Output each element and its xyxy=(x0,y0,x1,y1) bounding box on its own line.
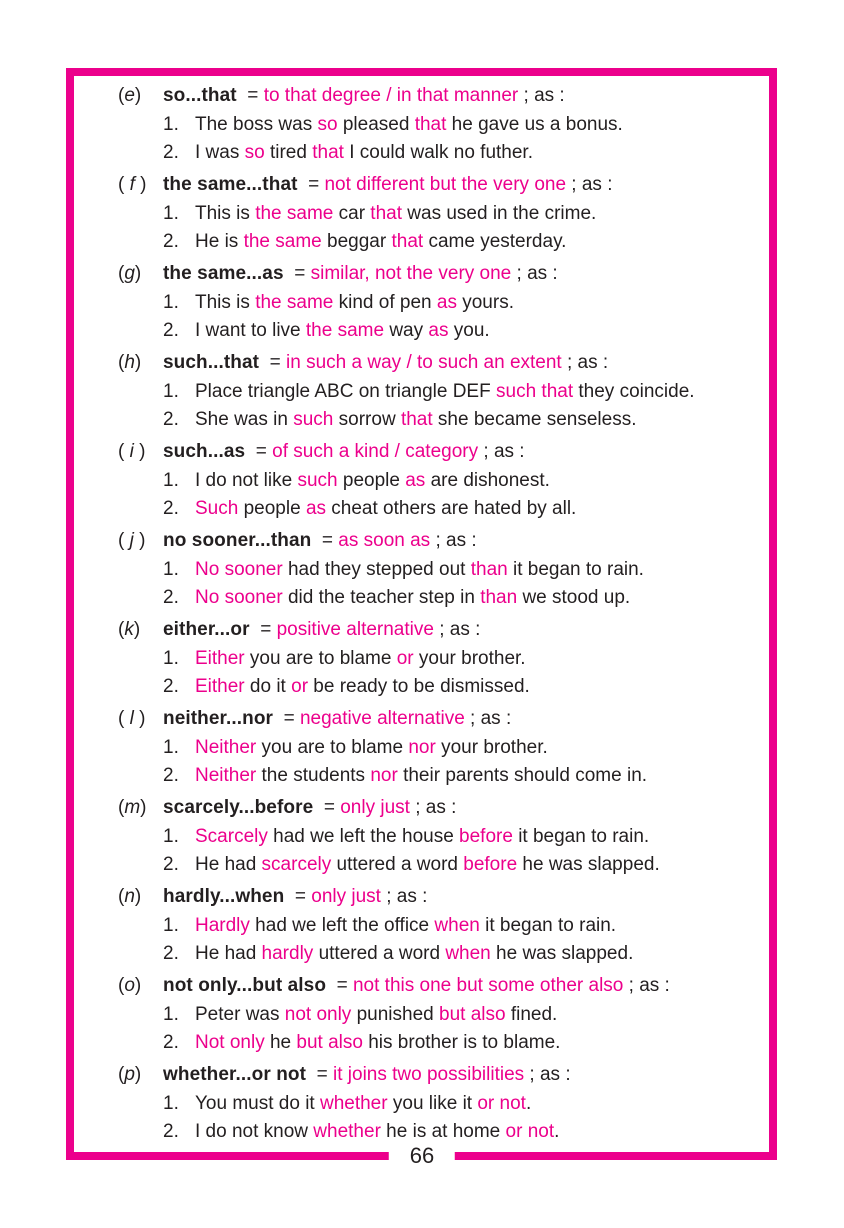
plain-text: had they stepped out xyxy=(282,559,471,580)
item-term: whether...or not xyxy=(163,1064,307,1085)
as-suffix: ; as : xyxy=(430,530,477,551)
equals-sign: = xyxy=(313,797,341,818)
example-sentence xyxy=(163,673,761,701)
example-number: 2. xyxy=(163,765,179,786)
plain-text: it began to rain. xyxy=(507,559,644,580)
plain-text: they coincide. xyxy=(573,381,695,402)
plain-text: your brother. xyxy=(413,648,526,669)
item-label: (g) xyxy=(118,263,142,284)
as-suffix: ; as : xyxy=(518,85,565,106)
example-sentence xyxy=(163,467,761,495)
as-suffix: ; as : xyxy=(561,352,609,373)
plain-text: Peter was xyxy=(195,1004,285,1025)
highlight-word: Neither xyxy=(195,765,257,786)
item-term: hardly...when xyxy=(163,886,285,907)
highlight-word: that xyxy=(400,409,433,430)
item-heading-text xyxy=(163,793,456,823)
highlight-word: No sooner xyxy=(195,587,283,608)
highlight-word: so xyxy=(317,114,338,135)
grammar-item xyxy=(118,437,761,523)
highlight-word: that xyxy=(391,231,424,252)
equals-sign: = xyxy=(236,85,264,106)
as-suffix: ; as : xyxy=(478,441,525,462)
item-definition: only just xyxy=(311,886,381,907)
item-letter: l xyxy=(129,708,134,729)
item-definition: of such a kind / category xyxy=(272,441,479,462)
plain-text: he was slapped. xyxy=(490,943,634,964)
example-text xyxy=(195,111,623,139)
example-sentence xyxy=(163,378,761,406)
highlight-word: or xyxy=(291,676,309,697)
example-number: 1. xyxy=(163,114,179,135)
item-label: (m) xyxy=(118,797,147,818)
plain-text: punished xyxy=(351,1004,439,1025)
plain-text: came yesterday. xyxy=(423,231,567,252)
highlight-word: when xyxy=(445,943,491,964)
example-sentence xyxy=(163,317,761,345)
plain-text: I could walk no futher. xyxy=(343,142,533,163)
item-letter: j xyxy=(129,530,134,551)
example-number: 2. xyxy=(163,409,179,430)
item-letter: o xyxy=(124,975,135,996)
highlight-word: before xyxy=(463,854,518,875)
example-sentence xyxy=(163,228,761,256)
item-label: ( f ) xyxy=(118,174,147,195)
item-letter: k xyxy=(124,619,134,640)
item-term: scarcely...before xyxy=(163,797,314,818)
content xyxy=(74,76,769,1146)
example-text xyxy=(195,406,637,434)
highlight-word: that xyxy=(312,142,344,163)
example-number: 1. xyxy=(163,381,179,402)
example-sentence xyxy=(163,200,761,228)
example-sentence xyxy=(163,1118,761,1146)
grammar-item xyxy=(118,882,761,968)
plain-text: You must do it xyxy=(195,1093,320,1114)
example-number: 1. xyxy=(163,826,179,847)
highlight-word: or xyxy=(396,648,414,669)
example-number: 1. xyxy=(163,1093,179,1114)
highlight-word: Neither xyxy=(195,737,257,758)
example-number: 2. xyxy=(163,231,179,252)
example-sentence xyxy=(163,139,761,167)
as-suffix: ; as : xyxy=(566,174,613,195)
item-letter: n xyxy=(124,886,135,907)
example-text xyxy=(195,317,490,345)
plain-text: pleased xyxy=(337,114,415,135)
example-text xyxy=(195,823,649,851)
item-heading-text xyxy=(163,437,525,467)
grammar-item xyxy=(118,81,761,167)
grammar-item xyxy=(118,1060,761,1146)
item-term: no sooner...than xyxy=(163,530,312,551)
plain-text: Place triangle ABC on triangle DEF xyxy=(195,381,496,402)
highlight-word: not only xyxy=(284,1004,352,1025)
plain-text: The boss was xyxy=(195,114,318,135)
plain-text: sorrow xyxy=(333,409,401,430)
item-heading xyxy=(118,81,761,111)
example-sentence xyxy=(163,912,761,940)
plain-text: you are to blame xyxy=(244,648,397,669)
as-suffix: ; as : xyxy=(623,975,670,996)
item-heading xyxy=(118,526,761,556)
example-sentence xyxy=(163,1001,761,1029)
grammar-item xyxy=(118,971,761,1057)
plain-text: people xyxy=(337,470,406,491)
page-border-frame xyxy=(66,68,777,1160)
item-term: so...that xyxy=(163,85,237,106)
example-number: 1. xyxy=(163,470,179,491)
example-number: 2. xyxy=(163,854,179,875)
highlight-word: than xyxy=(470,559,508,580)
example-text xyxy=(195,1029,560,1057)
grammar-item xyxy=(118,615,761,701)
plain-text: he xyxy=(264,1032,297,1053)
highlight-word: such xyxy=(293,409,334,430)
plain-text: I want to live xyxy=(195,320,306,341)
example-number: 1. xyxy=(163,737,179,758)
plain-text: car xyxy=(333,203,371,224)
item-label: ( j ) xyxy=(118,530,146,551)
item-label: (n) xyxy=(118,886,142,907)
item-definition: as soon as xyxy=(338,530,431,551)
equals-sign: = xyxy=(273,708,300,729)
item-letter: f xyxy=(129,174,135,195)
plain-text: I do not like xyxy=(195,470,298,491)
item-heading xyxy=(118,348,761,378)
item-letter: i xyxy=(129,441,134,462)
item-definition: it joins two possibilities xyxy=(333,1064,525,1085)
item-label: (k) xyxy=(118,619,141,640)
plain-text: . xyxy=(525,1093,532,1114)
plain-text: She was in xyxy=(195,409,294,430)
highlight-word: scarcely xyxy=(261,854,332,875)
plain-text: yours. xyxy=(456,292,514,313)
example-sentence xyxy=(163,762,761,790)
item-heading xyxy=(118,1060,761,1090)
plain-text: he gave us a bonus. xyxy=(446,114,623,135)
item-heading-text xyxy=(163,882,427,912)
highlight-word: but also xyxy=(439,1004,506,1025)
example-sentence xyxy=(163,556,761,584)
example-text xyxy=(195,556,644,584)
item-definition: positive alternative xyxy=(276,619,434,640)
item-letter: m xyxy=(124,797,141,818)
item-label: (e) xyxy=(118,85,142,106)
item-heading-text xyxy=(163,704,511,734)
grammar-item xyxy=(118,704,761,790)
example-sentence xyxy=(163,823,761,851)
plain-text: tired xyxy=(264,142,313,163)
highlight-word: Either xyxy=(195,676,245,697)
item-definition: in such a way / to such an extent xyxy=(286,352,562,373)
highlight-word: such that xyxy=(496,381,574,402)
item-label: (h) xyxy=(118,352,142,373)
item-heading xyxy=(118,437,761,467)
as-suffix: ; as : xyxy=(511,263,558,284)
item-definition: only just xyxy=(340,797,410,818)
item-term: such...that xyxy=(163,352,260,373)
equals-sign: = xyxy=(245,441,273,462)
highlight-word: whether xyxy=(313,1121,381,1142)
highlight-word: but also xyxy=(296,1032,363,1053)
highlight-word: the same xyxy=(243,231,322,252)
item-label: (p) xyxy=(118,1064,142,1085)
plain-text: you are to blame xyxy=(256,737,409,758)
item-letter: h xyxy=(124,352,135,373)
highlight-word: before xyxy=(459,826,513,847)
plain-text: He had xyxy=(195,854,262,875)
plain-text: their parents should come in. xyxy=(397,765,648,786)
item-label: ( l ) xyxy=(118,708,146,729)
plain-text: be ready to be dismissed. xyxy=(308,676,530,697)
item-heading xyxy=(118,259,761,289)
item-heading-text xyxy=(163,348,608,378)
plain-text: uttered a word xyxy=(331,854,464,875)
example-number: 2. xyxy=(163,943,179,964)
highlight-word: No sooner xyxy=(195,559,283,580)
plain-text: uttered a word xyxy=(313,943,446,964)
item-definition: not this one but some other also xyxy=(352,975,624,996)
example-sentence xyxy=(163,111,761,139)
highlight-word: Scarcely xyxy=(195,826,268,847)
plain-text: He had xyxy=(195,943,262,964)
equals-sign: = xyxy=(326,975,353,996)
example-text xyxy=(195,1001,557,1029)
item-term: not only...but also xyxy=(163,975,327,996)
as-suffix: ; as : xyxy=(464,708,512,729)
highlight-word: that xyxy=(370,203,402,224)
plain-text: she became senseless. xyxy=(432,409,637,430)
example-text xyxy=(195,139,533,167)
equals-sign: = xyxy=(284,886,312,907)
plain-text: He is xyxy=(195,231,244,252)
plain-text: had we left the office xyxy=(249,915,435,936)
item-heading-text xyxy=(163,259,558,289)
item-heading-text xyxy=(163,526,477,556)
equals-sign: = xyxy=(311,530,339,551)
plain-text: he is at home xyxy=(380,1121,506,1142)
highlight-word: Hardly xyxy=(195,915,250,936)
plain-text: he was slapped. xyxy=(517,854,660,875)
plain-text: had we left the house xyxy=(267,826,460,847)
item-heading xyxy=(118,971,761,1001)
item-heading-text xyxy=(163,1060,571,1090)
highlight-word: Not only xyxy=(195,1032,265,1053)
example-text xyxy=(195,673,530,701)
plain-text: his brother is to blame. xyxy=(362,1032,561,1053)
example-text xyxy=(195,200,596,228)
plain-text: the students xyxy=(256,765,371,786)
page-number: 66 xyxy=(389,1142,455,1169)
grammar-item xyxy=(118,526,761,612)
example-sentence xyxy=(163,851,761,879)
example-number: 2. xyxy=(163,498,179,519)
item-heading-text xyxy=(163,170,613,200)
equals-sign: = xyxy=(283,263,311,284)
plain-text: beggar xyxy=(321,231,392,252)
item-heading-text xyxy=(163,971,670,1001)
as-suffix: ; as : xyxy=(524,1064,571,1085)
example-number: 1. xyxy=(163,292,179,313)
example-text xyxy=(195,228,566,256)
item-definition: to that degree / in that manner xyxy=(263,85,519,106)
example-text xyxy=(195,912,616,940)
example-number: 1. xyxy=(163,648,179,669)
item-heading xyxy=(118,882,761,912)
example-text xyxy=(195,734,548,762)
example-sentence xyxy=(163,1090,761,1118)
example-sentence xyxy=(163,1029,761,1057)
item-letter: g xyxy=(124,263,135,284)
example-text xyxy=(195,851,660,879)
example-text xyxy=(195,378,695,406)
highlight-word: than xyxy=(480,587,518,608)
example-number: 1. xyxy=(163,203,179,224)
item-letter: p xyxy=(124,1064,135,1085)
item-label: (o) xyxy=(118,975,142,996)
plain-text: cheat others are hated by all. xyxy=(326,498,577,519)
item-term: the same...that xyxy=(163,174,298,195)
highlight-word: whether xyxy=(319,1093,388,1114)
highlight-word: Either xyxy=(195,648,245,669)
highlight-word: as xyxy=(305,498,327,519)
highlight-word: when xyxy=(434,915,480,936)
example-text xyxy=(195,584,630,612)
item-heading-text xyxy=(163,615,480,645)
equals-sign: = xyxy=(306,1064,333,1085)
plain-text: your brother. xyxy=(435,737,548,758)
highlight-word: or not xyxy=(477,1093,526,1114)
grammar-item xyxy=(118,348,761,434)
item-heading-text xyxy=(163,81,565,111)
item-term: such...as xyxy=(163,441,246,462)
highlight-word: nor xyxy=(370,765,398,786)
example-number: 1. xyxy=(163,915,179,936)
example-sentence xyxy=(163,406,761,434)
highlight-word: Such xyxy=(195,498,239,519)
as-suffix: ; as : xyxy=(409,797,457,818)
highlight-word: hardly xyxy=(261,943,314,964)
highlight-word: the same xyxy=(255,292,334,313)
example-number: 2. xyxy=(163,142,179,163)
item-heading xyxy=(118,704,761,734)
highlight-word: as xyxy=(436,292,457,313)
item-term: either...or xyxy=(163,619,250,640)
plain-text: it began to rain. xyxy=(479,915,617,936)
plain-text: . xyxy=(554,1121,560,1142)
example-sentence xyxy=(163,645,761,673)
item-term: the same...as xyxy=(163,263,284,284)
example-number: 1. xyxy=(163,1004,179,1025)
as-suffix: ; as : xyxy=(380,886,428,907)
item-letter: e xyxy=(124,85,135,106)
plain-text: This is xyxy=(195,203,256,224)
item-heading xyxy=(118,793,761,823)
example-sentence xyxy=(163,940,761,968)
plain-text: it began to rain. xyxy=(512,826,650,847)
highlight-word: such xyxy=(297,470,338,491)
example-number: 2. xyxy=(163,676,179,697)
example-text xyxy=(195,1118,559,1146)
plain-text: This is xyxy=(195,292,256,313)
equals-sign: = xyxy=(297,174,325,195)
example-text xyxy=(195,495,576,523)
equals-sign: = xyxy=(259,352,287,373)
plain-text: I was xyxy=(195,142,245,163)
item-definition: not different but the very one xyxy=(324,174,567,195)
example-text xyxy=(195,762,647,790)
example-sentence xyxy=(163,289,761,317)
highlight-word: the same xyxy=(255,203,334,224)
highlight-word: the same xyxy=(305,320,385,341)
plain-text: you. xyxy=(448,320,490,341)
example-number: 2. xyxy=(163,320,179,341)
example-text xyxy=(195,289,514,317)
grammar-item xyxy=(118,793,761,879)
example-number: 2. xyxy=(163,1032,179,1053)
highlight-word: nor xyxy=(408,737,436,758)
item-label: ( i ) xyxy=(118,441,146,462)
item-heading xyxy=(118,170,761,200)
equals-sign: = xyxy=(249,619,277,640)
plain-text: was used in the crime. xyxy=(402,203,597,224)
highlight-word: so xyxy=(244,142,265,163)
item-definition: negative alternative xyxy=(299,708,465,729)
example-sentence xyxy=(163,584,761,612)
example-number: 1. xyxy=(163,559,179,580)
grammar-item xyxy=(118,170,761,256)
plain-text: are dishonest. xyxy=(425,470,550,491)
example-text xyxy=(195,467,550,495)
plain-text: kind of pen xyxy=(333,292,437,313)
highlight-word: as xyxy=(405,470,426,491)
highlight-word: that xyxy=(414,114,447,135)
plain-text: fined. xyxy=(505,1004,558,1025)
plain-text: we stood up. xyxy=(517,587,631,608)
as-suffix: ; as : xyxy=(433,619,481,640)
item-heading xyxy=(118,615,761,645)
highlight-word: or not xyxy=(505,1121,555,1142)
plain-text: do it xyxy=(244,676,292,697)
example-text xyxy=(195,1090,531,1118)
item-definition: similar, not the very one xyxy=(310,263,512,284)
plain-text: I do not know xyxy=(195,1121,314,1142)
plain-text: you like it xyxy=(387,1093,478,1114)
plain-text: way xyxy=(384,320,429,341)
plain-text: did the teacher step in xyxy=(282,587,481,608)
example-text xyxy=(195,645,526,673)
example-number: 2. xyxy=(163,1121,179,1142)
item-term: neither...nor xyxy=(163,708,274,729)
example-sentence xyxy=(163,734,761,762)
example-number: 2. xyxy=(163,587,179,608)
example-sentence xyxy=(163,495,761,523)
example-text xyxy=(195,940,633,968)
grammar-item xyxy=(118,259,761,345)
plain-text: people xyxy=(238,498,306,519)
highlight-word: as xyxy=(428,320,449,341)
